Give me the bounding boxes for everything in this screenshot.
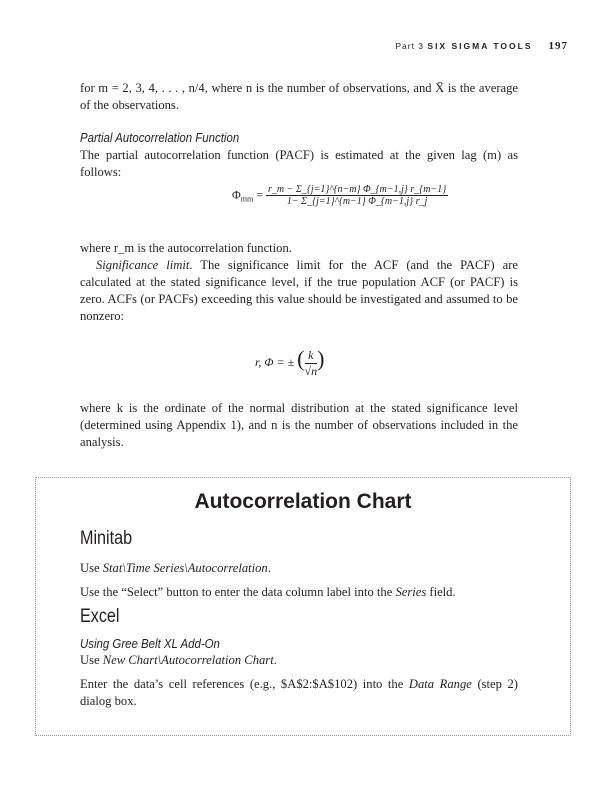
eq2-denominator: √n xyxy=(304,363,318,378)
minitab-step-2: Use the “Select” button to enter the data column label into the Series field. xyxy=(80,585,456,599)
part-label: Part 3 xyxy=(395,41,425,51)
running-header xyxy=(395,40,568,52)
minitab-menu-path: Stat\Time Series\Autocorrelation xyxy=(102,561,268,575)
paragraph-where-rm: where r_m is the autocorrelation function. xyxy=(80,241,292,255)
significance-lead: Significance limit xyxy=(96,258,190,272)
excel-step-1: Use New Chart\Autocorrelation Chart. xyxy=(80,653,277,667)
eq-sign: = xyxy=(256,187,264,202)
page-number: 197 xyxy=(548,40,568,52)
series-field-name: Series xyxy=(395,585,427,599)
section-label: SIX SIGMA TOOLS xyxy=(427,41,533,51)
pacf-heading: Partial Autocorrelation Function xyxy=(80,130,240,145)
eq-lhs-sub: mm xyxy=(240,194,254,204)
box-title: Autocorrelation Chart xyxy=(194,490,412,513)
pacf-equation xyxy=(232,184,448,207)
paragraph-significance xyxy=(80,257,518,325)
excel-menu-path: New Chart\Autocorrelation Chart xyxy=(102,653,274,667)
excel-heading: Excel xyxy=(80,606,120,627)
eq-denominator: 1− Σ_{j=1}^{m−1} Φ_{m−1,j} r_j xyxy=(286,196,428,207)
eq-numerator: r_m − Σ_{j=1}^{n−m} Φ_{m−1,j} r_{m−1} xyxy=(268,184,447,195)
paragraph-pacf: The partial autocorrelation function (PACF) is estimated at the given lag (m) as follows: xyxy=(80,148,518,179)
data-range-field-name: Data Range xyxy=(408,677,472,691)
significance-equation: r, Φ = ± ( $\frac{k}{√n}$ ) xyxy=(255,346,325,378)
minitab-step-1: Use Stat\Time Series\Autocorrelation. xyxy=(80,561,271,575)
paragraph-observations: for m = 2, 3, 4, . . . , n/4, where n is the number of observations, and X̄ is the average of the observations. xyxy=(80,81,518,112)
significance-text: . The significance limit for the ACF (and the PACF) are calculated at the stated significance level, if the true population ACF (or PACF) is zero. ACFs (or PACFs) exceeding this value should be investigated and assumed to be nonzero: xyxy=(80,258,518,323)
eq2-numerator: k xyxy=(305,348,318,364)
eq-lhs: Φ xyxy=(232,187,241,202)
eq2-lhs: r, Φ = ± xyxy=(255,355,295,369)
minitab-heading: Minitab xyxy=(80,528,133,549)
excel-step-2: Enter the data’s cell references (e.g., $A$2:$A$102) into the Data Range (step 2) dialog box. xyxy=(80,677,518,708)
paragraph-where-k: where k is the ordinate of the normal distribution at the stated significance level (determined using Appendix 1), and n is the number of observations included in the analysis. xyxy=(80,401,518,449)
excel-subheading: Using Gree Belt XL Add-On xyxy=(80,636,220,651)
